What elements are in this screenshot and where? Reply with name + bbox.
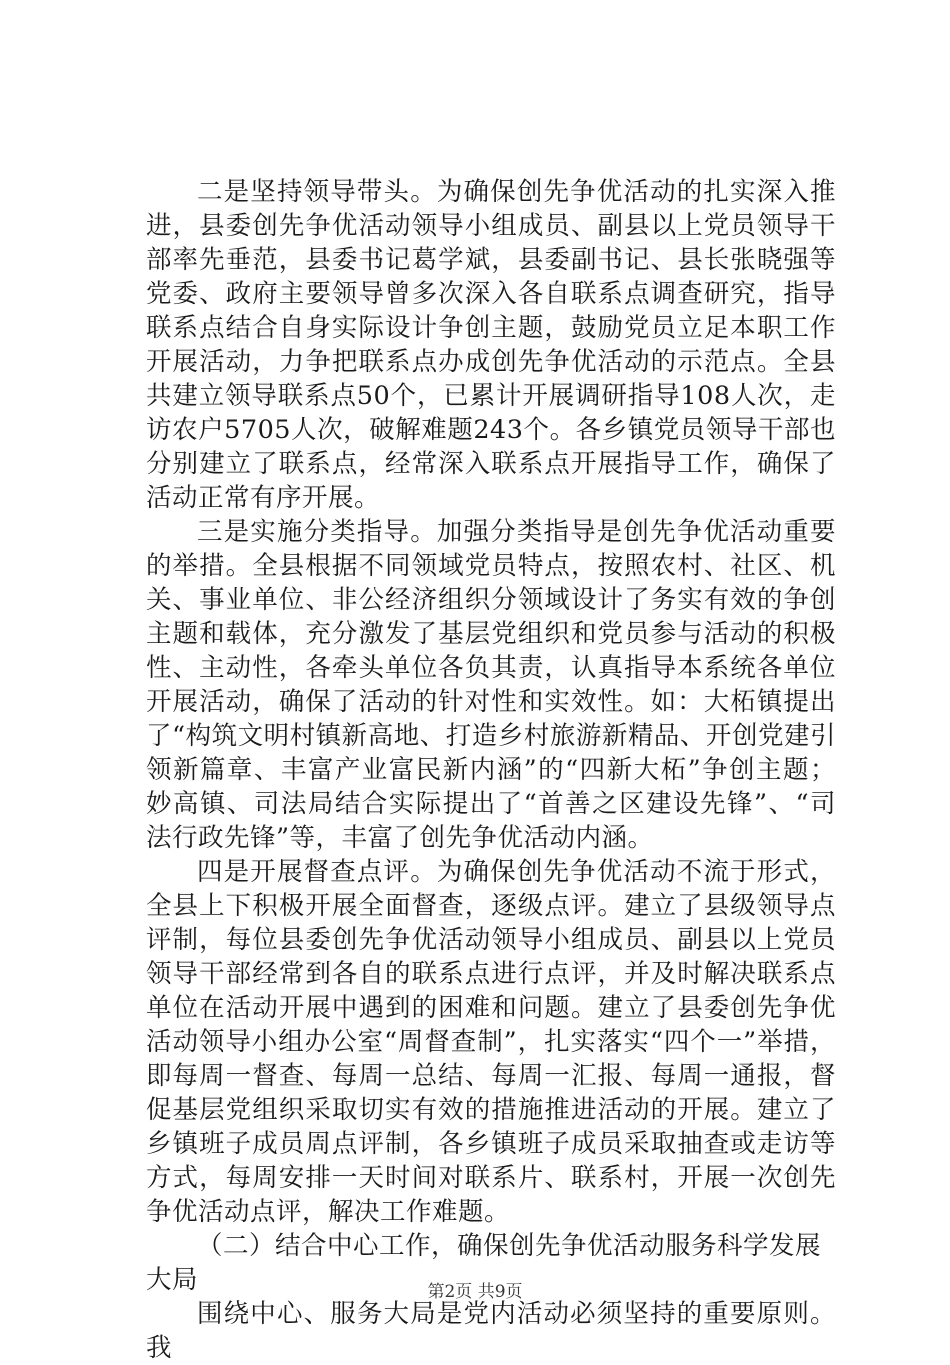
page-number-footer: 第2页 共9页 (427, 1282, 523, 1302)
paragraph-central-work: 围绕中心、服务大局是党内活动必须坚持的重要原则。我 (146, 1299, 836, 1363)
paragraph-leadership: 二是坚持领导带头。为确保创先争优活动的扎实深入推进，县委创先争优活动领导小组成员、副县以上党员领导干部率先垂范，县委书记葛学斌，县委副书记、县长张晓强等党委、政府主要领导曾多次深入各自联系点调查研究，指导联系点结合自身实际设计争创主题，鼓励党员立足本职工作开展活动，力争把联系点办成创先争优活动的示范点。全县共建立领导联系点50个，已累计开展调研指导108人次，走访农户5705人次，破解难题243个。各乡镇党员领导干部也分别建立了联系点，经常深入联系点开展指导工作，确保了活动正常有序开展。 (146, 177, 836, 513)
section-heading: （二）结合中心工作，确保创先争优活动服务科学发展大局 (146, 1231, 822, 1295)
paragraph-supervision-review: 四是开展督查点评。为确保创先争优活动不流于形式，全县上下积极开展全面督查，逐级点评。建立了县级领导点评制，每位县委创先争优活动领导小组成员、副县以上党员领导干部经常到各自的联系点进行点评，并及时解决联系点单位在活动开展中遇到的困难和问题。建立了县委创先争优活动领导小组办公室“周督查制”，扎实落实“四个一”举措，即每周一督查、每周一总结、每周一汇报、每周一通报，督促基层党组织采取切实有效的措施推进活动的开展。建立了乡镇班子成员周点评制，各乡镇班子成员采取抽查或走访等方式，每周安排一天时间对联系片、联系村，开展一次创先争优活动点评，解决工作难题。 (146, 857, 836, 1227)
document-body (146, 175, 836, 1365)
paragraph-classified-guidance: 三是实施分类指导。加强分类指导是创先争优活动重要的举措。全县根据不同领域党员特点，按照农村、社区、机关、事业单位、非公经济组织分领域设计了务实有效的争创主题和载体，充分激发了基层党组织和党员参与活动的积极性、主动性，各牵头单位各负其责，认真指导本系统各单位开展活动，确保了活动的针对性和实效性。如：大柘镇提出了“构筑文明村镇新高地、打造乡村旅游新精品、开创党建引领新篇章、丰富产业富民新内涵”的“四新大柘”争创主题；妙高镇、司法局结合实际提出了“首善之区建设先锋”、“司法行政先锋”等，丰富了创先争优活动内涵。 (146, 517, 836, 853)
